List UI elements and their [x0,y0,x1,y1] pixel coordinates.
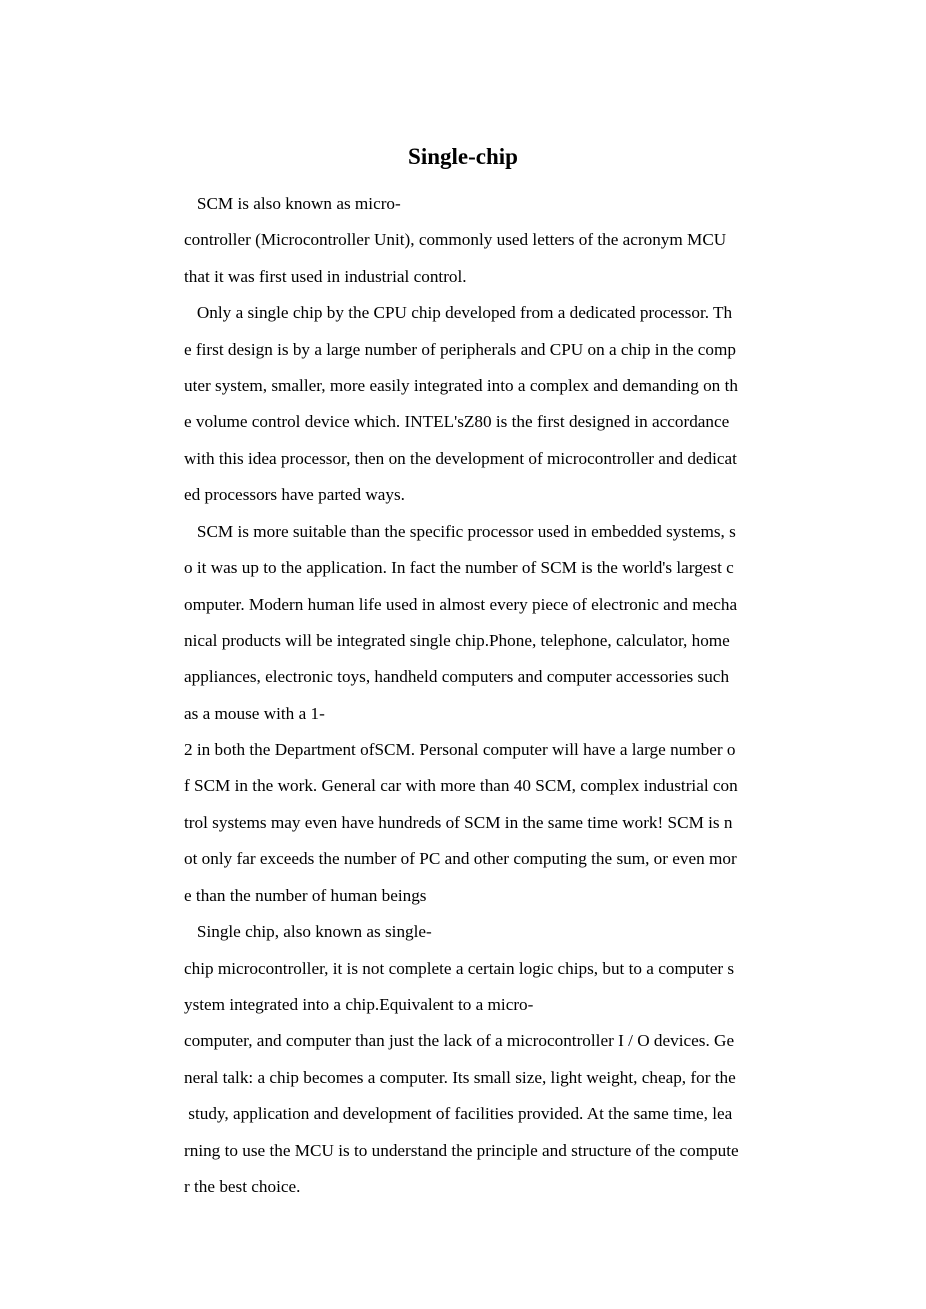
text-line-4: Only a single chip by the CPU chip developed from a dedicated processor. Th [184,303,733,322]
text-line-28: r the best choice. [184,1177,301,1196]
text-line-14: appliances, electronic toys, handheld computers and computer accessories such [184,667,730,686]
text-line-3: that it was first used in industrial control. [184,267,467,286]
text-line-17: f SCM in the work. General car with more than 40 SCM, complex industrial con [184,776,738,795]
text-line-15: as a mouse with a 1- [184,704,325,723]
text-line-26: study, application and development of facilities provided. At the same time, lea [184,1104,733,1123]
text-line-22: chip microcontroller, it is not complete a certain logic chips, but to a computer s [184,959,735,978]
text-line-7: e volume control device which. INTEL'sZ80 is the first designed in accordance [184,412,730,431]
text-line-11: o it was up to the application. In fact the number of SCM is the world's largest c [184,558,734,577]
text-line-18: trol systems may even have hundreds of SCM in the same time work! SCM is n [184,813,733,832]
text-line-12: omputer. Modern human life used in almost every piece of electronic and mecha [184,595,738,614]
text-line-9: ed processors have parted ways. [184,485,405,504]
text-line-23: ystem integrated into a chip.Equivalent to a micro- [184,995,534,1014]
text-line-24: computer, and computer than just the lack of a microcontroller I / O devices. Ge [184,1031,735,1050]
text-line-2: controller (Microcontroller Unit), commonly used letters of the acronym MCU [184,230,727,249]
text-line-20: e than the number of human beings [184,886,427,905]
text-line-1: SCM is also known as micro- [184,194,401,213]
text-line-13: nical products will be integrated single chip.Phone, telephone, calculator, home [184,631,730,650]
text-line-10: SCM is more suitable than the specific processor used in embedded systems, s [184,522,736,541]
page-title: Single-chip [408,144,518,169]
text-line-19: ot only far exceeds the number of PC and other computing the sum, or even mor [184,849,737,868]
text-line-25: neral talk: a chip becomes a computer. Its small size, light weight, cheap, for the [184,1068,736,1087]
text-line-8: with this idea processor, then on the development of microcontroller and dedicat [184,449,737,468]
text-line-21: Single chip, also known as single- [184,922,432,941]
text-line-27: rning to use the MCU is to understand the principle and structure of the compute [184,1141,739,1160]
text-line-5: e first design is by a large number of peripherals and CPU on a chip in the comp [184,340,736,359]
text-line-16: 2 in both the Department ofSCM. Personal computer will have a large number o [184,740,736,759]
text-line-6: uter system, smaller, more easily integrated into a complex and demanding on th [184,376,738,395]
